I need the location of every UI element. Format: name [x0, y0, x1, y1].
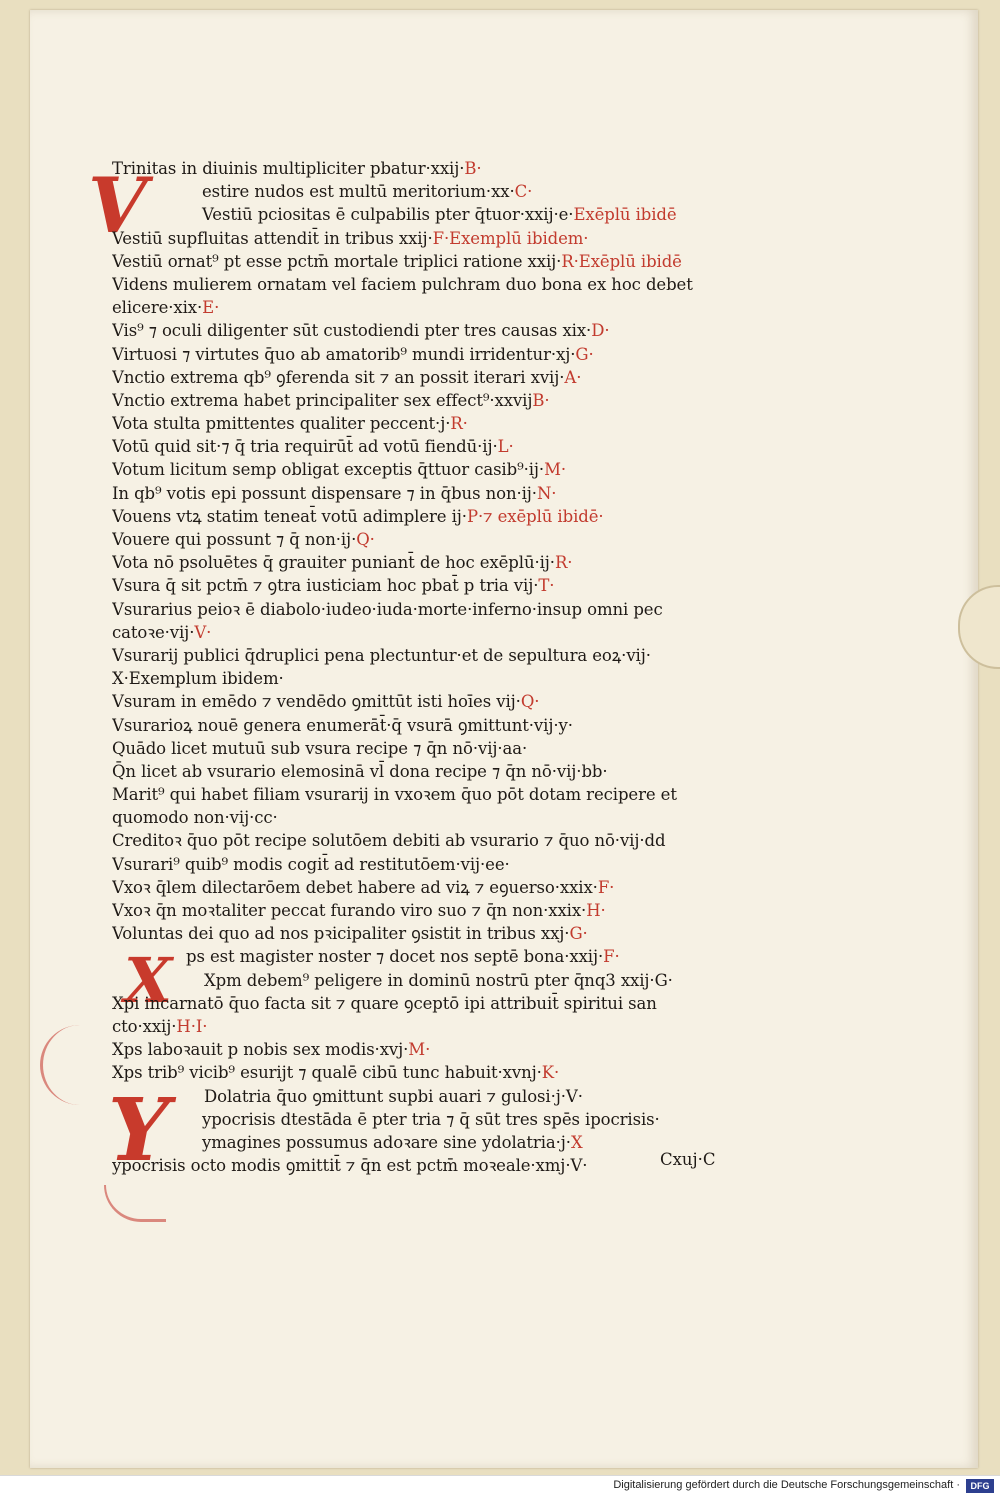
text-line [112, 876, 742, 899]
rubric-mark: C· [514, 182, 533, 202]
text-line [112, 505, 742, 528]
dfg-logo: DFG [966, 1479, 994, 1493]
text-line [112, 1131, 742, 1154]
line-text: Vis⁹ ⁊ oculi diligenter sūt custodiendi pter tres causas xix· [112, 321, 592, 341]
text-line [112, 250, 742, 273]
text-line [112, 551, 742, 574]
text-line [112, 969, 742, 992]
line-text: In qb⁹ votis epi possunt dispensare ⁊ in q̄bus non·ij· [112, 483, 537, 503]
text-line [112, 157, 742, 180]
line-text: Vsura q̄ sit pctm̄ ⁊ ꝯtra iusticiam hoc pbat̄ p tria vij· [112, 576, 539, 596]
text-line [112, 319, 742, 342]
rubric-mark: G· [575, 344, 594, 364]
line-text: Vota nō psoluētes q̄ grauiter puniant̄ de hoc exēplū·ij· [112, 553, 555, 573]
text-line [112, 227, 742, 250]
text-line [112, 389, 742, 412]
rubric-mark: G· [569, 924, 588, 944]
line-text: catoꝛe·vij· [112, 622, 195, 642]
rubric-mark: B· [532, 390, 550, 410]
rubric-mark: Q· [356, 530, 375, 549]
rubric-mark: R·Exēplū ibidē [561, 251, 682, 271]
text-line [112, 366, 742, 389]
rubric-mark: E· [202, 298, 220, 318]
rubric-mark: V· [194, 622, 212, 642]
line-text: quomodo non·vij·cc· [112, 808, 278, 828]
text-line [112, 853, 742, 876]
line-text: Vnctio extrema habet principaliter sex effect⁹·xxvij [112, 390, 533, 410]
rubric-mark: M· [408, 1040, 431, 1060]
text-line [112, 458, 742, 481]
funding-credit: Digitalisierung gefördert durch die Deutsche Forschungsgemeinschaft · [613, 1479, 960, 1491]
rubric-mark: N· [536, 483, 557, 503]
rubric-mark: M· [544, 460, 567, 480]
text-line [112, 296, 742, 319]
rubric-mark: F·Exemplū ibidem· [432, 228, 589, 248]
rubric-mark: P·⁊ exēplū ibidē· [466, 506, 604, 526]
text-line [112, 714, 742, 737]
text-line [112, 760, 742, 783]
text-line [112, 829, 742, 852]
text-line [112, 1085, 742, 1108]
line-text: Xps laboꝛauit p nobis sex modis·xvj· [112, 1040, 409, 1060]
rubric-mark: H·I· [176, 1016, 208, 1036]
line-text: Vxoꝛ q̄lem dilectarōem debet habere ad viꝝ ⁊ eꝯuerso·xxix· [112, 877, 598, 897]
line-text: Vestiū supfluitas attendit̄ in tribus xxij· [112, 228, 433, 248]
footer-bar [0, 1475, 1000, 1496]
line-text: Vxoꝛ q̄n moꝛtaliter peccat furando viro suo ⁊ q̄n non·xxix· [112, 901, 587, 920]
line-text: elicere·xix· [112, 298, 203, 318]
text-line [112, 1038, 742, 1061]
text-line [112, 644, 742, 667]
text-line [112, 737, 742, 760]
line-text: Vouens vtꝝ statim teneat̄ votū adimplere ij· [112, 506, 467, 526]
text-line [112, 435, 742, 458]
line-text: Marit⁹ qui habet filiam vsurarij in vxoꝛem q̄uo pōt dotam recipere et [112, 785, 677, 805]
rubric-mark: A· [564, 367, 582, 387]
line-text: Vsurarij publici q̄druplici pena plectuntur·et de sepultura eoꝝ·vij· [112, 645, 651, 665]
line-text: Vsurarius peioꝛ ē diabolo·iudeo·iuda·morte·inferno·insup omni pec [112, 599, 663, 619]
line-text: Votum licitum semp obligat exceptis q̄ttuor casib⁹·ij· [112, 460, 545, 480]
line-text: ps est magister noster ⁊ docet nos septē bona·xxij· [186, 947, 604, 967]
text-line [112, 273, 742, 296]
text-line [112, 621, 742, 644]
text-line [112, 1108, 742, 1131]
line-text: Vsuram in emēdo ⁊ vendēdo ꝯmittūt isti hoīes vij· [112, 692, 521, 712]
text-line [112, 922, 742, 945]
text-line [112, 528, 742, 551]
line-text: Xpm debem⁹ peligere in dominū nostrū pter q̄nq3 xxij·G· [204, 970, 673, 990]
rubric-mark: F· [597, 877, 615, 897]
line-text: Xps trib⁹ vicib⁹ esurijt ⁊ qualē cibū tunc habuit·xvnj· [112, 1063, 542, 1083]
line-text: Quādo licet mutuū sub vsura recipe ⁊ q̄n nō·vij·aa· [112, 738, 528, 758]
line-text: Votū quid sit·⁊ q̄ tria requirūt̄ ad votū fiendū·ij· [112, 437, 498, 457]
text-line [112, 945, 742, 968]
text-line [112, 1154, 742, 1177]
text-line [112, 783, 742, 806]
line-text: X·Exemplum ibidem· [112, 669, 284, 689]
initial-y: Y [108, 1080, 170, 1181]
line-text: Vestiū pciositas ē culpabilis pter q̄tuor·xxij·e· [202, 205, 574, 225]
text-line [112, 1061, 742, 1084]
line-text: Vestiū ornat⁹ pt esse pctm̄ mortale triplici ratione xxij· [112, 251, 562, 271]
margin-note: Cxuj·C [660, 1150, 716, 1169]
rubric-mark: Exēplū ibidē [573, 205, 677, 225]
index-text [112, 157, 742, 1177]
line-text: ypocrisis octo modis ꝯmittit̄ ⁊ q̄n est pctm̄ moꝛeale·xmj·V· [112, 1156, 588, 1176]
line-text: Creditoꝛ q̄uo pōt recipe solutōem debiti ab vsurario ⁊ q̄uo nō·vij·dd [112, 831, 666, 851]
text-line [112, 180, 742, 203]
text-line [112, 598, 742, 621]
rubric-mark: X [570, 1132, 583, 1152]
text-line [112, 203, 742, 226]
line-text: Xpi incarnatō q̄uo facta sit ⁊ quare ꝯceptō ipi attribuit̄ spiritui san [112, 993, 657, 1013]
text-line [112, 806, 742, 829]
rubric-mark: K· [541, 1063, 560, 1083]
rubric-mark: R· [450, 414, 468, 434]
text-line [112, 667, 742, 690]
line-text: cto·xxij· [112, 1016, 177, 1036]
line-text: Vnctio extrema qb⁹ ꝯferenda sit ⁊ an possit iterari xvij· [112, 367, 565, 387]
rubric-mark: H· [586, 901, 606, 920]
rubric-mark: F· [603, 947, 620, 967]
rubric-mark: D· [591, 321, 610, 341]
line-text: Dolatria q̄uo ꝯmittunt supbi auari ⁊ gulosi·j·V· [204, 1086, 583, 1106]
text-line [112, 992, 742, 1015]
text-line [112, 412, 742, 435]
text-line [112, 899, 742, 922]
text-line [112, 1015, 742, 1038]
line-text: Trinitas in diuinis multipliciter pbatur·xxij· [112, 159, 465, 178]
text-line [112, 690, 742, 713]
line-text: estire nudos est multū meritorium·xx· [202, 182, 515, 202]
rubric-mark: T· [538, 576, 555, 596]
line-text: Vota stulta pmittentes qualiter peccent·j· [112, 414, 451, 434]
line-text: Vsurarioꝝ nouē genera enumerāt̄·q̄ vsurā ꝯmittunt·vij·y· [112, 715, 573, 735]
line-text: Voluntas dei quo ad nos pꝛicipaliter ꝯsistit in tribus xxj· [112, 924, 570, 944]
line-text: ymagines possumus adoꝛare sine ydolatria·j· [202, 1132, 571, 1152]
rubric-mark: R· [554, 553, 573, 573]
line-text: Vouere qui possunt ⁊ q̄ non·ij· [112, 530, 357, 549]
text-line [112, 482, 742, 505]
line-text: Virtuosi ⁊ virtutes q̄uo ab amatorib⁹ mundi irridentur·xj· [112, 344, 576, 364]
line-text: ypocrisis dtestāda ē pter tria ⁊ q̄ sūt tres spēs ipocrisis· [202, 1109, 660, 1129]
initial-v: V [88, 161, 147, 250]
rubric-mark: B· [464, 159, 482, 178]
rubric-mark: L· [497, 437, 514, 457]
line-text: Vsurari⁹ quib⁹ modis cogit̄ ad restitutōem·vij·ee· [112, 854, 510, 874]
line-text: Videns mulierem ornatam vel faciem pulchram duo bona ex hoc debet [112, 274, 693, 294]
text-line [112, 343, 742, 366]
rubric-mark: Q· [520, 692, 540, 712]
line-text: Q̄n licet ab vsurario elemosinā vl̄ dona recipe ⁊ q̄n nō·vij·bb· [112, 761, 608, 781]
text-line [112, 574, 742, 597]
initial-x: X [124, 944, 173, 1017]
